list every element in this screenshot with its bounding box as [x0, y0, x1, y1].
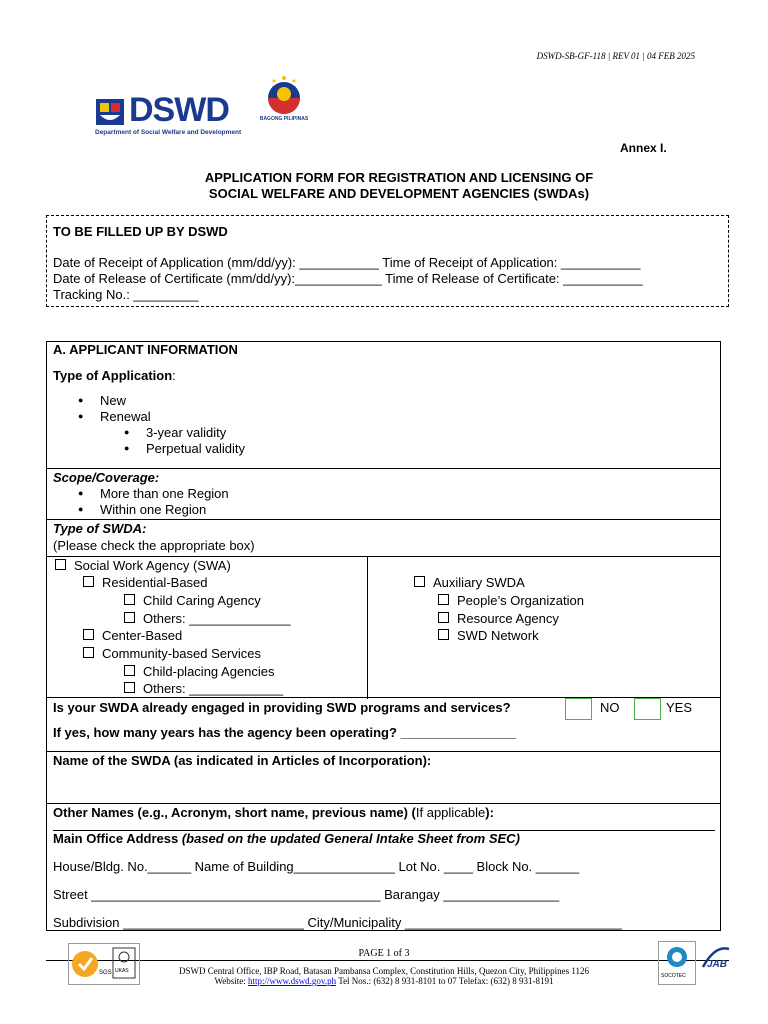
jab-badge	[699, 943, 733, 983]
child-placing-option[interactable]: Child-placing Agencies	[124, 664, 275, 679]
swda-type-label: Type of SWDA:	[53, 521, 147, 536]
title-line-2: SOCIAL WELFARE AND DEVELOPMENT AGENCIES (SWDAs)	[208, 186, 590, 201]
no-label: NO	[600, 700, 620, 715]
dswd-use-box	[46, 215, 729, 307]
others-community-checkbox[interactable]	[124, 682, 135, 693]
dswd-box-heading: TO BE FILLED UP BY DSWD	[53, 224, 228, 239]
logo-text: DSWD	[129, 91, 229, 129]
sgs-ukas-logo-icon	[69, 944, 139, 984]
logo-subtext: Department of Social Welfare and Development	[95, 129, 242, 136]
scope-label: Scope/Coverage:	[53, 470, 160, 485]
bagong-pilipinas-seal-icon	[256, 72, 312, 116]
sgs-ukas-badge	[68, 943, 140, 985]
yes-label: YES	[666, 700, 693, 715]
section-a-heading: A. APPLICANT INFORMATION	[53, 342, 238, 357]
swd-network-checkbox[interactable]	[438, 629, 449, 640]
others-residential-option[interactable]: Others: ______________	[124, 611, 290, 626]
swda-type-row	[47, 519, 720, 557]
option-3-year-validity[interactable]: ● 3-year validity	[146, 425, 226, 440]
resource-agency-checkbox[interactable]	[438, 612, 449, 623]
page-number: PAGE 1 of 3	[358, 948, 410, 959]
community-based-checkbox[interactable]	[83, 647, 94, 658]
address-row	[47, 803, 720, 932]
auxiliary-option[interactable]: Auxiliary SWDA	[414, 575, 525, 590]
residential-checkbox[interactable]	[83, 576, 94, 587]
swa-option[interactable]: Social Work Agency (SWA)	[55, 558, 231, 573]
child-caring-checkbox[interactable]	[124, 594, 135, 605]
applicant-info-table	[46, 341, 721, 931]
address-line-1[interactable]: House/Bldg. No.______ Name of Building______________ Lot No. ____ Block No. ______	[53, 859, 580, 874]
option-perpetual-validity[interactable]: ● Perpetual validity	[146, 441, 245, 456]
swda-name-label: Name of the SWDA (as indicated in Articles of Incorporation):	[53, 753, 432, 768]
others-community-option[interactable]: Others: _____________	[124, 681, 283, 696]
swd-network-option[interactable]: SWD Network	[438, 628, 539, 643]
socotec-text: SOCOTEC	[661, 973, 686, 979]
bagong-pilipinas-logo	[256, 72, 312, 124]
scope-row	[47, 468, 720, 521]
peoples-org-checkbox[interactable]	[438, 594, 449, 605]
type-of-application-label: Type of Application:	[53, 368, 176, 383]
center-based-option[interactable]: Center-Based	[83, 628, 182, 643]
scope-within-one-region[interactable]: ● Within one Region	[100, 502, 206, 517]
swda-options-row	[47, 556, 720, 699]
address-line-2[interactable]: Street ________________________________________ Barangay ________________	[53, 887, 560, 902]
yes-checkbox[interactable]	[634, 698, 661, 720]
website-link[interactable]: http://www.dswd.gov.ph	[248, 976, 337, 986]
footer-divider	[46, 960, 729, 961]
option-new[interactable]: ● New	[100, 393, 126, 408]
contact-line: Website: http://www.dswd.gov.ph Tel Nos.: (632) 8 931-8101 to 07 Telefax: (632) 8 931-8191	[214, 976, 554, 986]
scope-more-than-one-region[interactable]: ● More than one Region	[100, 486, 229, 501]
dswd-logo	[95, 91, 245, 139]
engaged-row	[47, 697, 720, 753]
others-residential-checkbox[interactable]	[124, 612, 135, 623]
no-checkbox[interactable]	[565, 698, 592, 720]
bagong-pilipinas-text: BAGONG PILIPINAS	[259, 116, 309, 122]
main-office-address-label: Main Office Address (based on the updated General Intake Sheet from SEC)	[53, 831, 520, 846]
peoples-org-option[interactable]: People’s Organization	[438, 593, 584, 608]
sgs-text: SGS	[99, 970, 112, 976]
column-divider	[367, 557, 368, 699]
dswd-emblem-icon	[95, 97, 125, 127]
tracking-field[interactable]: Tracking No.: _________	[53, 287, 199, 302]
years-operating-field[interactable]: If yes, how many years has the agency been operating? ________________	[53, 725, 517, 740]
socotec-logo-icon	[659, 942, 695, 972]
swa-checkbox[interactable]	[55, 559, 66, 570]
jab-text: JAB	[707, 959, 728, 970]
engaged-question: Is your SWDA already engaged in providing SWD programs and services?	[53, 700, 511, 715]
community-based-option[interactable]: Community-based Services	[83, 646, 261, 661]
office-address: DSWD Central Office, IBP Road, Batasan Pambansa Complex, Constitution Hills, Quezon City, Philippines 1126	[178, 966, 590, 976]
swda-name-row	[47, 751, 720, 804]
form-title	[0, 170, 768, 202]
address-line-3[interactable]: Subdivision _________________________ City/Municipality ______________________________	[53, 915, 622, 930]
child-caring-option[interactable]: Child Caring Agency	[124, 593, 261, 608]
socotec-badge	[658, 941, 696, 985]
title-line-1: APPLICATION FORM FOR REGISTRATION AND LICENSING OF	[204, 170, 594, 185]
auxiliary-checkbox[interactable]	[414, 576, 425, 587]
resource-agency-option[interactable]: Resource Agency	[438, 611, 559, 626]
swda-type-hint: (Please check the appropriate box)	[53, 538, 255, 553]
ukas-text: UKAS	[115, 968, 129, 974]
annex-label: Annex I.	[620, 141, 667, 155]
document-code: DSWD-SB-GF-118 | REV 01 | 04 FEB 2025	[536, 51, 695, 61]
option-renewal[interactable]: ● Renewal	[100, 409, 151, 424]
other-names-label[interactable]: Other Names (e.g., Acronym, short name, previous name) (If applicable):	[53, 805, 494, 820]
center-based-checkbox[interactable]	[83, 629, 94, 640]
child-placing-checkbox[interactable]	[124, 665, 135, 676]
residential-option[interactable]: Residential-Based	[83, 575, 208, 590]
release-fields[interactable]: Date of Release of Certificate (mm/dd/yy):____________ Time of Release of Certificate: ___________	[53, 271, 643, 286]
receipt-fields[interactable]: Date of Receipt of Application (mm/dd/yy): ___________ Time of Receipt of Application: ___________	[53, 255, 641, 270]
